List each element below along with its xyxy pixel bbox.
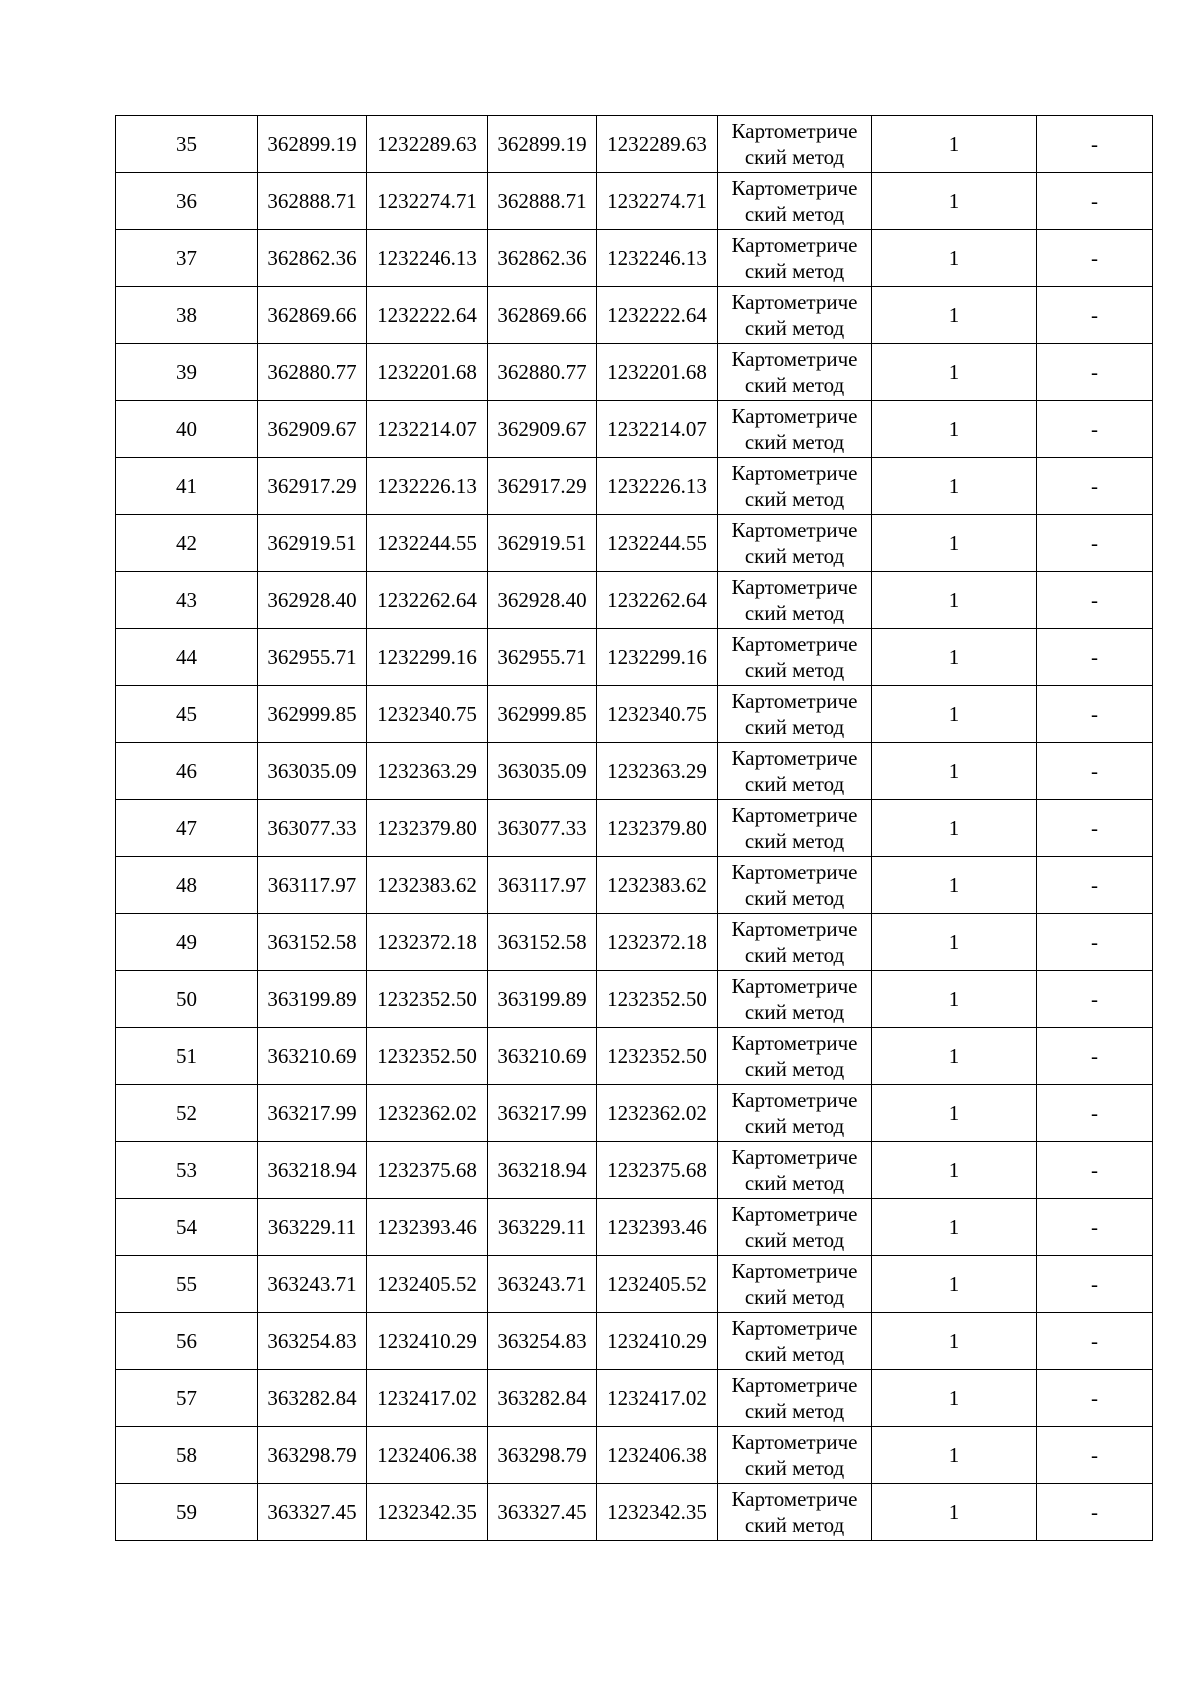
refined-x-cell: 362928.40 <box>488 572 597 629</box>
point-number-cell: 56 <box>116 1313 258 1370</box>
refined-x-cell: 363282.84 <box>488 1370 597 1427</box>
refined-y-cell: 1232299.16 <box>597 629 718 686</box>
existing-y-cell: 1232379.80 <box>367 800 488 857</box>
existing-x-cell: 362862.36 <box>258 230 367 287</box>
method-line-1: Картометриче <box>731 1145 858 1169</box>
point-number-cell: 36 <box>116 173 258 230</box>
method-line-2: ский метод <box>744 943 845 967</box>
existing-x-cell: 362869.66 <box>258 287 367 344</box>
table-row <box>116 1142 1153 1199</box>
existing-y-cell: 1232363.29 <box>367 743 488 800</box>
method-line-1: Картометриче <box>731 974 858 998</box>
method-line-2: ский метод <box>744 1228 845 1252</box>
table-row <box>116 914 1153 971</box>
method-cell <box>718 914 872 971</box>
accuracy-cell: 1 <box>872 515 1037 572</box>
note-cell: - <box>1037 1427 1153 1484</box>
refined-y-cell: 1232289.63 <box>597 116 718 173</box>
point-number-cell: 49 <box>116 914 258 971</box>
method-line-2: ский метод <box>744 202 845 226</box>
note-cell: - <box>1037 116 1153 173</box>
accuracy-cell: 1 <box>872 914 1037 971</box>
refined-y-cell: 1232379.80 <box>597 800 718 857</box>
refined-x-cell: 363243.71 <box>488 1256 597 1313</box>
table-row <box>116 629 1153 686</box>
existing-x-cell: 362955.71 <box>258 629 367 686</box>
method-line-1: Картометриче <box>731 917 858 941</box>
table-row <box>116 230 1153 287</box>
existing-y-cell: 1232342.35 <box>367 1484 488 1541</box>
point-number-cell: 41 <box>116 458 258 515</box>
point-number-cell: 55 <box>116 1256 258 1313</box>
method-line-1: Картометриче <box>731 689 858 713</box>
existing-y-cell: 1232340.75 <box>367 686 488 743</box>
method-line-2: ский метод <box>744 1399 845 1423</box>
refined-y-cell: 1232362.02 <box>597 1085 718 1142</box>
refined-x-cell: 363218.94 <box>488 1142 597 1199</box>
accuracy-cell: 1 <box>872 686 1037 743</box>
point-number-cell: 52 <box>116 1085 258 1142</box>
existing-y-cell: 1232214.07 <box>367 401 488 458</box>
accuracy-cell: 1 <box>872 1484 1037 1541</box>
accuracy-cell: 1 <box>872 458 1037 515</box>
refined-x-cell: 362919.51 <box>488 515 597 572</box>
point-number-cell: 46 <box>116 743 258 800</box>
refined-y-cell: 1232406.38 <box>597 1427 718 1484</box>
refined-y-cell: 1232246.13 <box>597 230 718 287</box>
note-cell: - <box>1037 857 1153 914</box>
method-line-2: ский метод <box>744 430 845 454</box>
accuracy-cell: 1 <box>872 800 1037 857</box>
method-line-1: Картометриче <box>731 1259 858 1283</box>
point-number-cell: 50 <box>116 971 258 1028</box>
refined-x-cell: 362917.29 <box>488 458 597 515</box>
method-line-1: Картометриче <box>731 518 858 542</box>
existing-y-cell: 1232244.55 <box>367 515 488 572</box>
refined-x-cell: 362899.19 <box>488 116 597 173</box>
existing-x-cell: 362880.77 <box>258 344 367 401</box>
note-cell: - <box>1037 230 1153 287</box>
table-row <box>116 287 1153 344</box>
note-cell: - <box>1037 515 1153 572</box>
method-cell <box>718 1427 872 1484</box>
existing-y-cell: 1232362.02 <box>367 1085 488 1142</box>
existing-y-cell: 1232406.38 <box>367 1427 488 1484</box>
method-line-1: Картометриче <box>731 233 858 257</box>
method-cell <box>718 1085 872 1142</box>
refined-x-cell: 363077.33 <box>488 800 597 857</box>
accuracy-cell: 1 <box>872 857 1037 914</box>
point-number-cell: 42 <box>116 515 258 572</box>
method-cell <box>718 629 872 686</box>
method-line-2: ский метод <box>744 1171 845 1195</box>
point-number-cell: 58 <box>116 1427 258 1484</box>
existing-y-cell: 1232375.68 <box>367 1142 488 1199</box>
accuracy-cell: 1 <box>872 1085 1037 1142</box>
accuracy-cell: 1 <box>872 572 1037 629</box>
refined-x-cell: 362999.85 <box>488 686 597 743</box>
note-cell: - <box>1037 800 1153 857</box>
existing-y-cell: 1232417.02 <box>367 1370 488 1427</box>
existing-y-cell: 1232393.46 <box>367 1199 488 1256</box>
method-line-1: Картометриче <box>731 404 858 428</box>
refined-x-cell: 363217.99 <box>488 1085 597 1142</box>
method-cell <box>718 572 872 629</box>
existing-x-cell: 362919.51 <box>258 515 367 572</box>
method-line-1: Картометриче <box>731 1430 858 1454</box>
method-line-2: ский метод <box>744 1513 845 1537</box>
accuracy-cell: 1 <box>872 287 1037 344</box>
accuracy-cell: 1 <box>872 1313 1037 1370</box>
method-line-2: ский метод <box>744 715 845 739</box>
refined-x-cell: 363117.97 <box>488 857 597 914</box>
method-line-2: ский метод <box>744 829 845 853</box>
method-cell <box>718 401 872 458</box>
existing-x-cell: 362999.85 <box>258 686 367 743</box>
existing-y-cell: 1232372.18 <box>367 914 488 971</box>
accuracy-cell: 1 <box>872 629 1037 686</box>
method-cell <box>718 1028 872 1085</box>
table-row <box>116 1256 1153 1313</box>
method-cell <box>718 1142 872 1199</box>
refined-y-cell: 1232226.13 <box>597 458 718 515</box>
method-line-1: Картометриче <box>731 860 858 884</box>
accuracy-cell: 1 <box>872 1256 1037 1313</box>
method-line-2: ский метод <box>744 1057 845 1081</box>
refined-y-cell: 1232262.64 <box>597 572 718 629</box>
existing-x-cell: 362909.67 <box>258 401 367 458</box>
accuracy-cell: 1 <box>872 1142 1037 1199</box>
existing-x-cell: 363229.11 <box>258 1199 367 1256</box>
method-cell <box>718 857 872 914</box>
accuracy-cell: 1 <box>872 116 1037 173</box>
point-number-cell: 57 <box>116 1370 258 1427</box>
refined-y-cell: 1232383.62 <box>597 857 718 914</box>
method-line-2: ский метод <box>744 316 845 340</box>
refined-x-cell: 362909.67 <box>488 401 597 458</box>
note-cell: - <box>1037 344 1153 401</box>
table-row <box>116 344 1153 401</box>
table-row <box>116 1370 1153 1427</box>
note-cell: - <box>1037 686 1153 743</box>
method-cell <box>718 1484 872 1541</box>
existing-x-cell: 363327.45 <box>258 1484 367 1541</box>
method-cell <box>718 1313 872 1370</box>
point-number-cell: 35 <box>116 116 258 173</box>
note-cell: - <box>1037 1484 1153 1541</box>
table-row <box>116 800 1153 857</box>
existing-x-cell: 363077.33 <box>258 800 367 857</box>
table-row <box>116 458 1153 515</box>
method-cell <box>718 230 872 287</box>
note-cell: - <box>1037 1256 1153 1313</box>
note-cell: - <box>1037 1142 1153 1199</box>
refined-y-cell: 1232342.35 <box>597 1484 718 1541</box>
note-cell: - <box>1037 1085 1153 1142</box>
note-cell: - <box>1037 743 1153 800</box>
existing-y-cell: 1232405.52 <box>367 1256 488 1313</box>
accuracy-cell: 1 <box>872 1199 1037 1256</box>
refined-y-cell: 1232417.02 <box>597 1370 718 1427</box>
table-body <box>116 116 1153 1541</box>
method-line-2: ский метод <box>744 259 845 283</box>
table-row <box>116 1313 1153 1370</box>
point-number-cell: 48 <box>116 857 258 914</box>
refined-x-cell: 363254.83 <box>488 1313 597 1370</box>
existing-x-cell: 363210.69 <box>258 1028 367 1085</box>
existing-y-cell: 1232352.50 <box>367 1028 488 1085</box>
table-row <box>116 686 1153 743</box>
table-row <box>116 116 1153 173</box>
existing-y-cell: 1232262.64 <box>367 572 488 629</box>
refined-x-cell: 363298.79 <box>488 1427 597 1484</box>
method-line-1: Картометриче <box>731 176 858 200</box>
refined-x-cell: 362888.71 <box>488 173 597 230</box>
method-line-1: Картометриче <box>731 632 858 656</box>
table-row <box>116 572 1153 629</box>
table-row <box>116 1085 1153 1142</box>
point-number-cell: 37 <box>116 230 258 287</box>
existing-y-cell: 1232246.13 <box>367 230 488 287</box>
existing-y-cell: 1232410.29 <box>367 1313 488 1370</box>
method-line-2: ский метод <box>744 373 845 397</box>
refined-y-cell: 1232393.46 <box>597 1199 718 1256</box>
method-cell <box>718 1370 872 1427</box>
existing-y-cell: 1232222.64 <box>367 287 488 344</box>
note-cell: - <box>1037 1370 1153 1427</box>
refined-x-cell: 363210.69 <box>488 1028 597 1085</box>
note-cell: - <box>1037 287 1153 344</box>
existing-x-cell: 363298.79 <box>258 1427 367 1484</box>
refined-x-cell: 363035.09 <box>488 743 597 800</box>
note-cell: - <box>1037 401 1153 458</box>
method-cell <box>718 344 872 401</box>
note-cell: - <box>1037 572 1153 629</box>
method-line-2: ский метод <box>744 1114 845 1138</box>
method-line-1: Картометриче <box>731 119 858 143</box>
existing-x-cell: 363035.09 <box>258 743 367 800</box>
table-row <box>116 1427 1153 1484</box>
refined-x-cell: 363229.11 <box>488 1199 597 1256</box>
accuracy-cell: 1 <box>872 1370 1037 1427</box>
refined-y-cell: 1232244.55 <box>597 515 718 572</box>
existing-y-cell: 1232289.63 <box>367 116 488 173</box>
accuracy-cell: 1 <box>872 1427 1037 1484</box>
refined-y-cell: 1232352.50 <box>597 1028 718 1085</box>
note-cell: - <box>1037 173 1153 230</box>
refined-x-cell: 363152.58 <box>488 914 597 971</box>
table-row <box>116 1028 1153 1085</box>
method-line-2: ский метод <box>744 772 845 796</box>
method-line-2: ский метод <box>744 1000 845 1024</box>
coordinates-table <box>115 115 1153 1541</box>
method-line-1: Картометриче <box>731 347 858 371</box>
table-row <box>116 971 1153 1028</box>
method-cell <box>718 515 872 572</box>
existing-y-cell: 1232299.16 <box>367 629 488 686</box>
existing-x-cell: 363199.89 <box>258 971 367 1028</box>
method-line-1: Картометриче <box>731 803 858 827</box>
method-line-1: Картометриче <box>731 1088 858 1112</box>
refined-y-cell: 1232274.71 <box>597 173 718 230</box>
refined-y-cell: 1232222.64 <box>597 287 718 344</box>
existing-y-cell: 1232201.68 <box>367 344 488 401</box>
accuracy-cell: 1 <box>872 401 1037 458</box>
method-line-1: Картометриче <box>731 575 858 599</box>
accuracy-cell: 1 <box>872 344 1037 401</box>
refined-y-cell: 1232214.07 <box>597 401 718 458</box>
method-line-1: Картометриче <box>731 461 858 485</box>
accuracy-cell: 1 <box>872 230 1037 287</box>
table-row <box>116 173 1153 230</box>
method-line-2: ский метод <box>744 886 845 910</box>
point-number-cell: 47 <box>116 800 258 857</box>
method-line-2: ский метод <box>744 1342 845 1366</box>
method-line-1: Картометриче <box>731 1202 858 1226</box>
method-line-2: ский метод <box>744 145 845 169</box>
point-number-cell: 45 <box>116 686 258 743</box>
accuracy-cell: 1 <box>872 173 1037 230</box>
note-cell: - <box>1037 629 1153 686</box>
method-line-2: ский метод <box>744 544 845 568</box>
existing-x-cell: 363117.97 <box>258 857 367 914</box>
existing-x-cell: 362917.29 <box>258 458 367 515</box>
method-cell <box>718 686 872 743</box>
method-cell <box>718 458 872 515</box>
method-cell <box>718 287 872 344</box>
refined-y-cell: 1232405.52 <box>597 1256 718 1313</box>
method-cell <box>718 116 872 173</box>
method-line-1: Картометриче <box>731 1373 858 1397</box>
refined-x-cell: 362862.36 <box>488 230 597 287</box>
refined-y-cell: 1232372.18 <box>597 914 718 971</box>
method-cell <box>718 971 872 1028</box>
accuracy-cell: 1 <box>872 971 1037 1028</box>
refined-x-cell: 363327.45 <box>488 1484 597 1541</box>
existing-y-cell: 1232274.71 <box>367 173 488 230</box>
method-line-2: ский метод <box>744 1456 845 1480</box>
point-number-cell: 39 <box>116 344 258 401</box>
method-line-1: Картометриче <box>731 1487 858 1511</box>
existing-x-cell: 363217.99 <box>258 1085 367 1142</box>
note-cell: - <box>1037 914 1153 971</box>
refined-y-cell: 1232201.68 <box>597 344 718 401</box>
refined-x-cell: 363199.89 <box>488 971 597 1028</box>
refined-x-cell: 362869.66 <box>488 287 597 344</box>
point-number-cell: 51 <box>116 1028 258 1085</box>
note-cell: - <box>1037 1199 1153 1256</box>
method-cell <box>718 800 872 857</box>
existing-x-cell: 362928.40 <box>258 572 367 629</box>
method-line-1: Картометриче <box>731 1031 858 1055</box>
table-row <box>116 857 1153 914</box>
existing-x-cell: 362899.19 <box>258 116 367 173</box>
existing-y-cell: 1232226.13 <box>367 458 488 515</box>
method-cell <box>718 173 872 230</box>
point-number-cell: 54 <box>116 1199 258 1256</box>
method-line-2: ский метод <box>744 658 845 682</box>
method-line-1: Картометриче <box>731 746 858 770</box>
table-row <box>116 1484 1153 1541</box>
point-number-cell: 53 <box>116 1142 258 1199</box>
existing-x-cell: 363243.71 <box>258 1256 367 1313</box>
table-row <box>116 515 1153 572</box>
refined-y-cell: 1232340.75 <box>597 686 718 743</box>
note-cell: - <box>1037 971 1153 1028</box>
existing-x-cell: 362888.71 <box>258 173 367 230</box>
existing-x-cell: 363218.94 <box>258 1142 367 1199</box>
existing-x-cell: 363282.84 <box>258 1370 367 1427</box>
refined-y-cell: 1232375.68 <box>597 1142 718 1199</box>
accuracy-cell: 1 <box>872 1028 1037 1085</box>
method-cell <box>718 1256 872 1313</box>
existing-x-cell: 363152.58 <box>258 914 367 971</box>
method-line-1: Картометриче <box>731 1316 858 1340</box>
point-number-cell: 43 <box>116 572 258 629</box>
note-cell: - <box>1037 1028 1153 1085</box>
existing-x-cell: 363254.83 <box>258 1313 367 1370</box>
existing-y-cell: 1232383.62 <box>367 857 488 914</box>
point-number-cell: 38 <box>116 287 258 344</box>
table-row <box>116 1199 1153 1256</box>
method-cell <box>718 1199 872 1256</box>
method-line-2: ский метод <box>744 1285 845 1309</box>
table-row <box>116 401 1153 458</box>
existing-y-cell: 1232352.50 <box>367 971 488 1028</box>
point-number-cell: 40 <box>116 401 258 458</box>
refined-x-cell: 362880.77 <box>488 344 597 401</box>
method-line-2: ский метод <box>744 601 845 625</box>
refined-y-cell: 1232352.50 <box>597 971 718 1028</box>
accuracy-cell: 1 <box>872 743 1037 800</box>
refined-y-cell: 1232410.29 <box>597 1313 718 1370</box>
method-cell <box>718 743 872 800</box>
method-line-2: ский метод <box>744 487 845 511</box>
method-line-1: Картометриче <box>731 290 858 314</box>
table-row <box>116 743 1153 800</box>
refined-x-cell: 362955.71 <box>488 629 597 686</box>
note-cell: - <box>1037 1313 1153 1370</box>
point-number-cell: 59 <box>116 1484 258 1541</box>
refined-y-cell: 1232363.29 <box>597 743 718 800</box>
point-number-cell: 44 <box>116 629 258 686</box>
note-cell: - <box>1037 458 1153 515</box>
